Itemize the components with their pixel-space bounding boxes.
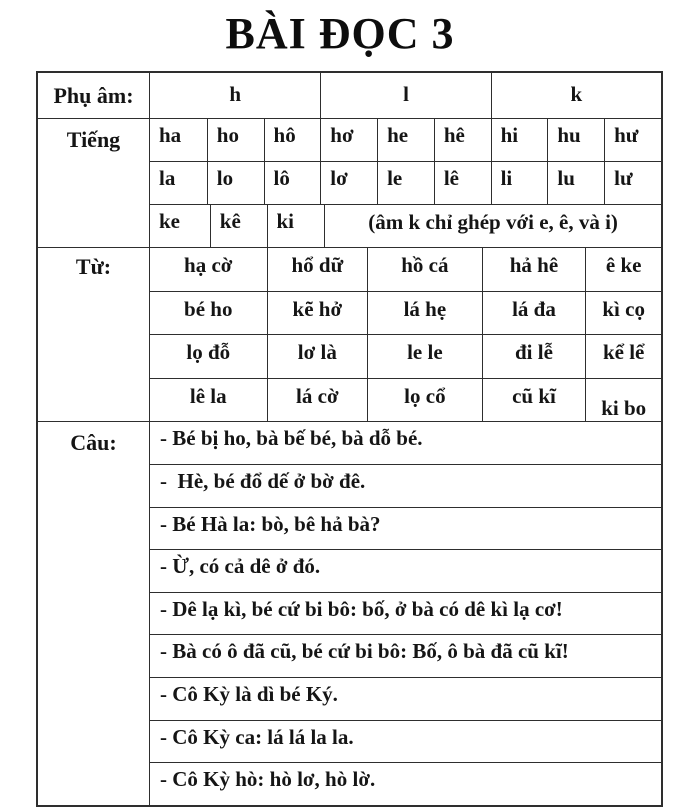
word-cell-ki-bo: ki bo	[585, 379, 661, 422]
tu-row	[150, 291, 661, 335]
word-cell: lê la	[189, 383, 227, 408]
section-phu-am	[38, 73, 661, 118]
syllable-cell: lơ	[320, 162, 377, 204]
k-combination-note: (âm k chỉ ghép với e, ê, và i)	[324, 205, 661, 247]
word-cell: ê ke	[585, 248, 661, 291]
phu-am-label: Phụ âm:	[38, 73, 150, 118]
sentence-row	[150, 592, 661, 635]
word-cell: hả hê	[482, 248, 586, 291]
sentence-text: - Cô Kỳ là dì bé Ký.	[160, 681, 338, 706]
syllable-cell: hu	[547, 119, 604, 161]
sentence-text: - Bà có ô đã cũ, bé cứ bi bô: Bố, ô bà đã cũ kĩ!	[160, 639, 569, 664]
word-cell: lá cờ	[267, 379, 368, 422]
word-cell: lá đa	[482, 292, 586, 335]
syllable-cell: hư	[604, 119, 661, 161]
sentence-row	[150, 634, 661, 677]
syllable-cell: lư	[604, 162, 661, 204]
lesson-table	[36, 71, 663, 806]
word-cell: đi lễ	[482, 335, 586, 378]
section-tu	[38, 247, 661, 421]
syllable-cell: la	[159, 166, 176, 191]
syllable-cell: ki	[267, 205, 325, 247]
syllable-cell: li	[491, 162, 548, 204]
consonant-cell-l: l	[320, 73, 490, 118]
word-cell: lá hẹ	[367, 292, 481, 335]
tu-row	[150, 334, 661, 378]
syllable-cell: lu	[547, 162, 604, 204]
syllable-cell: le	[377, 162, 434, 204]
sentence-row	[150, 762, 661, 805]
section-tieng	[38, 118, 661, 247]
syllable-cell: ke	[159, 209, 180, 234]
syllable-cell: lô	[264, 162, 321, 204]
syllable-cell: hơ	[320, 119, 377, 161]
syllable-cell: lê	[434, 162, 491, 204]
syllable-cell: hê	[434, 119, 491, 161]
word-cell: hổ dữ	[267, 248, 368, 291]
cau-label: Câu:	[38, 422, 150, 804]
sentence-text: - Hè, bé đổ dế ở bờ đê.	[160, 468, 366, 493]
word-cell: kì cọ	[585, 292, 661, 335]
syllable-cell: he	[377, 119, 434, 161]
word-cell: lọ cổ	[367, 379, 481, 422]
tu-row	[150, 248, 661, 291]
sentence-row	[150, 422, 661, 464]
syllable-cell: hi	[491, 119, 548, 161]
syllable-cell: hô	[264, 119, 321, 161]
sentence-row	[150, 464, 661, 507]
phu-am-row	[150, 73, 661, 118]
syllable-cell: lo	[207, 162, 264, 204]
tieng-row-l	[150, 161, 661, 204]
tu-row	[150, 378, 661, 422]
word-cell: lơ là	[267, 335, 368, 378]
syllable-cell: kê	[210, 205, 267, 247]
sentence-text: - Ừ, có cả dê ở đó.	[160, 554, 321, 579]
sentence-text: - Bé bị ho, bà bế bé, bà dỗ bé.	[160, 426, 423, 451]
word-cell: le le	[367, 335, 481, 378]
section-cau	[38, 421, 661, 804]
lesson-title: BÀI ĐỌC 3	[225, 9, 455, 58]
syllable-cell: ho	[207, 119, 264, 161]
sentence-text: - Cô Kỳ hò: hò lơ, hò lờ.	[160, 767, 376, 792]
word-cell: hạ cờ	[184, 253, 233, 278]
sentence-row	[150, 549, 661, 592]
word-cell: hồ cá	[367, 248, 481, 291]
syllable-cell: ha	[159, 123, 182, 148]
sentence-text: - Dê lạ kì, bé cứ bi bô: bố, ở bà có dê kì lạ cơ!	[160, 596, 563, 621]
word-cell: kể lể	[585, 335, 661, 378]
tu-label: Từ:	[38, 248, 150, 421]
sentence-text: - Cô Kỳ ca: lá lá la la.	[160, 724, 354, 749]
word-cell: bé ho	[184, 296, 233, 321]
sentence-row	[150, 720, 661, 763]
tieng-row-h	[150, 119, 661, 161]
word-cell: cũ kĩ	[482, 379, 586, 422]
tieng-label: Tiếng	[38, 119, 150, 247]
sentence-row	[150, 677, 661, 720]
tieng-row-k	[150, 204, 661, 247]
consonant-cell-k: k	[491, 73, 661, 118]
sentence-text: - Bé Hà la: bò, bê hả bà?	[160, 511, 381, 536]
consonant-cell-h: h	[229, 82, 241, 107]
sentence-row	[150, 507, 661, 550]
word-cell: kẽ hở	[267, 292, 368, 335]
word-cell: lọ đỗ	[186, 340, 231, 365]
